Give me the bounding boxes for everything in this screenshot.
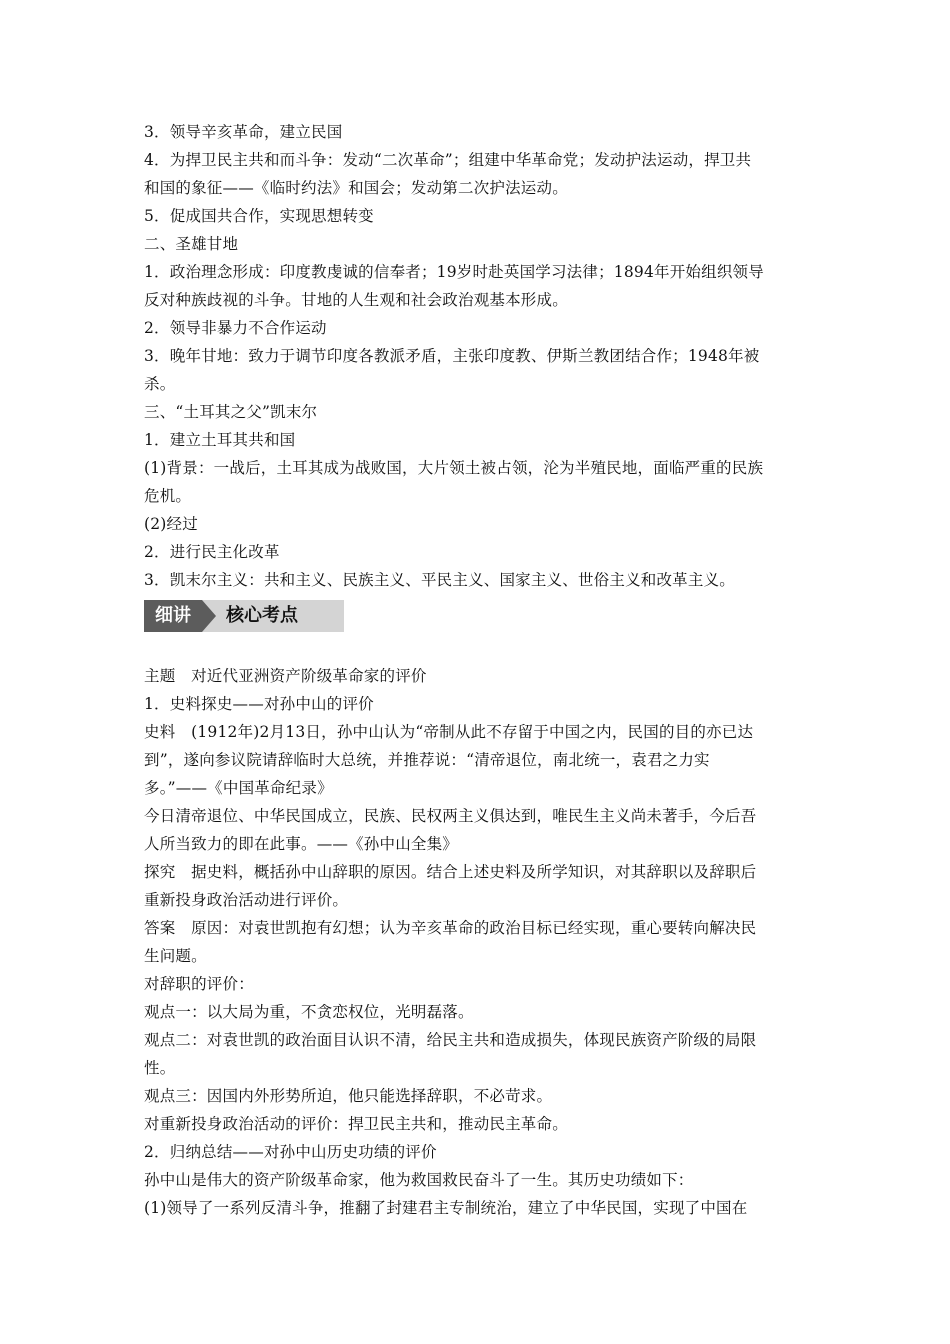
- text-line: 观点二：对袁世凯的政治面目认识不清，给民主共和造成损失，体现民族资产阶级的局限: [144, 1031, 757, 1049]
- text-line: 孙中山是伟大的资产阶级革命家，他为救国救民奋斗了一生。其历史功绩如下：: [144, 1171, 694, 1189]
- text-line: 性。: [144, 1059, 176, 1077]
- text-line: (1)领导了一系列反清斗争，推翻了封建君主专制统治，建立了中华民国，实现了中国在: [144, 1199, 748, 1217]
- text-line: 和国的象征——《临时约法》和国会；发动第二次护法运动。: [144, 179, 568, 197]
- text-line: 探究 据史料，概括孙中山辞职的原因。结合上述史料及所学知识，对其辞职以及辞职后: [144, 863, 757, 881]
- section-heading: 二、圣雄甘地: [144, 235, 239, 253]
- text-line: 重新投身政治活动进行评价。: [144, 891, 349, 909]
- text-line: 多。”——《中国革命纪录》: [144, 779, 333, 797]
- text-section-bottom: [144, 662, 808, 1222]
- text-line: 5．促成国共合作，实现思想转变: [144, 207, 374, 225]
- text-line: (1)背景：一战后，土耳其成为战败国，大片领土被占领，沦为半殖民地，面临严重的民族: [144, 459, 764, 477]
- text-line: 反对种族歧视的斗争。甘地的人生观和社会政治观基本形成。: [144, 291, 568, 309]
- text-line: 答案 原因：对袁世凯抱有幻想；认为辛亥革命的政治目标已经实现，重心要转向解决民: [144, 919, 757, 937]
- text-line: 观点一：以大局为重，不贪恋权位，光明磊落。: [144, 1003, 474, 1021]
- text-line: 杀。: [144, 375, 176, 393]
- banner-left-label: 细讲: [144, 600, 202, 632]
- banner-arrow-icon: [202, 600, 216, 632]
- text-line: 3．凯末尔主义：共和主义、民族主义、平民主义、国家主义、世俗主义和改革主义。: [144, 571, 735, 589]
- section-heading: 三、“土耳其之父”凯末尔: [144, 403, 318, 421]
- text-section-top: [144, 118, 808, 594]
- text-line: 对辞职的评价：: [144, 975, 254, 993]
- text-line: (2)经过: [144, 515, 198, 533]
- text-line: 2．进行民主化改革: [144, 543, 280, 561]
- topic-heading: 主题 对近代亚洲资产阶级革命家的评价: [144, 667, 427, 685]
- text-line: 史料 (1912年)2月13日，孙中山认为“帝制从此不存留于中国之内，民国的目的亦已达: [144, 723, 754, 741]
- text-line: 1．政治理念形成：印度教虔诚的信奉者；19岁时赴英国学习法律；1894年开始组织领导: [144, 263, 764, 281]
- text-line: 人所当致力的即在此事。——《孙中山全集》: [144, 835, 459, 853]
- text-line: 观点三：因国内外形势所迫，他只能选择辞职，不必苛求。: [144, 1087, 553, 1105]
- core-points-banner: [144, 600, 344, 632]
- text-line: 今日清帝退位、中华民国成立，民族、民权两主义俱达到，唯民生主义尚未著手，今后吾: [144, 807, 757, 825]
- banner-right-label: 核心考点: [226, 605, 298, 626]
- text-line: 生问题。: [144, 947, 207, 965]
- text-line: 2．归纳总结——对孙中山历史功绩的评价: [144, 1143, 437, 1161]
- text-line: 1．建立土耳其共和国: [144, 431, 296, 449]
- text-line: 到”，遂向参议院请辞临时大总统，并推荐说：“清帝退位，南北统一，袁君之力实: [144, 751, 710, 769]
- text-line: 危机。: [144, 487, 192, 505]
- text-line: 3．晚年甘地：致力于调节印度各教派矛盾，主张印度教、伊斯兰教团结合作；1948年被: [144, 347, 760, 365]
- text-line: 3．领导辛亥革命，建立民国: [144, 123, 343, 141]
- text-line: 2．领导非暴力不合作运动: [144, 319, 327, 337]
- text-line: 4．为捍卫民主共和而斗争：发动“二次革命”；组建中华革命党；发动护法运动，捍卫共: [144, 151, 752, 169]
- text-line: 1．史料探史——对孙中山的评价: [144, 695, 374, 713]
- text-line: 对重新投身政治活动的评价：捍卫民主共和，推动民主革命。: [144, 1115, 568, 1133]
